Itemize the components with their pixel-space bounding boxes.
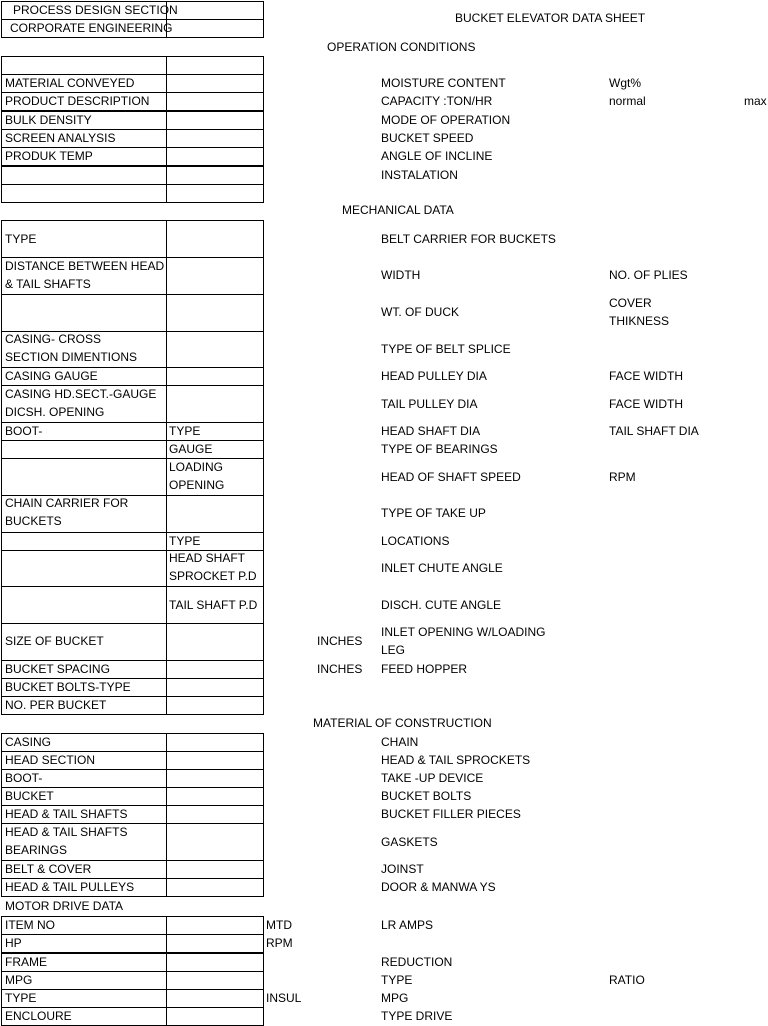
- moc-belt-cover-label: BELT & COVER: [5, 862, 92, 876]
- operation-row-label: PRODUCT DESCRIPTION: [5, 94, 150, 108]
- table-cell: [166, 220, 264, 258]
- motor-row-label: HP: [5, 936, 22, 950]
- table-cell: [166, 823, 264, 861]
- table-cell: [166, 953, 264, 972]
- mech-boot-type-label: TYPE: [169, 424, 201, 438]
- table-cell: [166, 971, 264, 990]
- moc-door-manways-label: DOOR & MANWA YS: [381, 880, 496, 894]
- moc-filler-pieces-label: BUCKET FILLER PIECES: [381, 807, 521, 821]
- mech-disch-chute-label: DISCH. CUTE ANGLE: [381, 598, 502, 612]
- table-cell: [1, 934, 167, 953]
- motor-row-label: ITEM NO: [5, 918, 55, 932]
- table-cell: [166, 751, 264, 770]
- motor-row-label: ENCLOURE: [5, 1009, 72, 1023]
- section-heading-construction: MATERIAL OF CONSTRUCTION: [313, 716, 492, 730]
- mech-casing-gauge-label: CASING GAUGE: [5, 369, 98, 383]
- table-cell: [166, 733, 264, 752]
- table-cell: [166, 934, 264, 953]
- mech-feed-hopper-label: FEED HOPPER: [381, 662, 468, 676]
- mech-wt-duck-label: WT. OF DUCK: [381, 305, 459, 319]
- table-cell: [166, 147, 264, 166]
- mech-loading-opening-label: LOADING OPENING: [169, 460, 225, 492]
- table-cell: [166, 385, 264, 423]
- table-cell: [166, 660, 264, 679]
- mech-belt-splice-label: TYPE OF BELT SPLICE: [381, 342, 511, 356]
- table-cell: [166, 129, 264, 148]
- table-cell: [1, 56, 167, 75]
- mech-no-per-bucket-label: NO. PER BUCKET: [5, 698, 107, 712]
- mech-distance-label: DISTANCE BETWEEN HEAD & TAIL SHAFTS: [5, 259, 165, 291]
- mech-shaft-speed-label: HEAD OF SHAFT SPEED: [381, 470, 521, 484]
- mech-head-sprocket-label: HEAD SHAFT SPROCKET P.D: [169, 551, 257, 583]
- table-cell: [166, 257, 264, 295]
- mech-inches-label: INCHES: [317, 662, 363, 676]
- mech-bucket-bolts-label: BUCKET BOLTS-TYPE: [5, 680, 131, 694]
- operation-right-label: MODE OF OPERATION: [381, 113, 511, 127]
- mech-head-pulley-label: HEAD PULLEY DIA: [381, 369, 487, 383]
- mech-inlet-opening-label: INLET OPENING W/LOADING LEG: [381, 625, 546, 657]
- mech-tail-pulley-label: TAIL PULLEY DIA: [381, 397, 478, 411]
- mech-face-width-label: FACE WIDTH: [609, 397, 683, 411]
- table-cell: [166, 769, 264, 788]
- moc-head-section-label: HEAD SECTION: [5, 753, 96, 767]
- sheet-title: BUCKET ELEVATOR DATA SHEET: [455, 11, 646, 25]
- mech-cover-thickness-label: COVER THIKNESS: [609, 296, 670, 328]
- mech-width-label: WIDTH: [381, 268, 421, 282]
- operation-capacity-max: max: [744, 94, 767, 108]
- table-cell: [166, 92, 264, 111]
- motor-mpg-right-label: MPG: [381, 991, 409, 1005]
- mech-inlet-chute-label: INLET CHUTE ANGLE: [381, 561, 503, 575]
- mech-tail-sprocket-label: TAIL SHAFT P.D: [169, 598, 258, 612]
- moc-gaskets-label: GASKETS: [381, 835, 438, 849]
- table-cell: [166, 367, 264, 386]
- moc-bucket-label: BUCKET: [5, 789, 54, 803]
- mech-chain-type-label: TYPE: [169, 534, 201, 548]
- table-cell: [166, 184, 264, 203]
- operation-row-label: SCREEN ANALYSIS: [5, 131, 116, 145]
- table-cell: [166, 916, 264, 935]
- motor-insul-label: INSUL: [266, 991, 302, 1005]
- operation-row-label: BULK DENSITY: [5, 113, 92, 127]
- moc-pulleys-label: HEAD & TAIL PULLEYS: [5, 880, 135, 894]
- org-department-name: CORPORATE ENGINEERING: [10, 21, 173, 35]
- operation-moisture-unit: Wgt%: [609, 76, 642, 90]
- table-cell: [166, 623, 264, 661]
- motor-ratio-label: RATIO: [609, 973, 645, 987]
- mech-size-of-bucket-label: SIZE OF BUCKET: [5, 634, 104, 648]
- operation-row-label: MATERIAL CONVEYED: [5, 76, 135, 90]
- header-value-cell: [166, 1, 264, 20]
- table-cell: [166, 1007, 264, 1026]
- table-cell: [166, 331, 264, 368]
- operation-row-label: PRODUK TEMP: [5, 149, 93, 163]
- mech-locations-label: LOCATIONS: [381, 534, 450, 548]
- table-cell: [1, 166, 167, 185]
- section-heading-operation: OPERATION CONDITIONS: [327, 40, 476, 54]
- motor-mtd-label: MTD: [266, 918, 292, 932]
- table-cell: [166, 111, 264, 130]
- motor-lr-amps-label: LR AMPS: [381, 918, 434, 932]
- mech-head-shaft-dia-label: HEAD SHAFT DIA: [381, 424, 481, 438]
- table-cell: [166, 860, 264, 879]
- moc-chain-label: CHAIN: [381, 735, 419, 749]
- mech-plies-label: NO. OF PLIES: [609, 268, 688, 282]
- mech-take-up-label: TYPE OF TAKE UP: [381, 506, 486, 520]
- mech-chain-carrier-label: CHAIN CARRIER FOR BUCKETS: [5, 496, 129, 528]
- moc-bucket-bolts-label: BUCKET BOLTS: [381, 789, 472, 803]
- header-value-cell: [166, 19, 264, 38]
- operation-right-label: MOISTURE CONTENT: [381, 76, 506, 90]
- table-cell: [166, 294, 264, 332]
- section-heading-mechanical: MECHANICAL DATA: [342, 203, 454, 217]
- table-cell: [166, 166, 264, 185]
- motor-type-right-label: TYPE: [381, 973, 413, 987]
- mech-rpm-label: RPM: [609, 470, 636, 484]
- table-cell: [166, 787, 264, 806]
- motor-type-drive-label: TYPE DRIVE: [381, 1009, 453, 1023]
- motor-row-label: MPG: [5, 973, 33, 987]
- table-cell: [1, 294, 167, 332]
- mech-inches-label: INCHES: [317, 634, 363, 648]
- table-cell: [166, 495, 264, 533]
- moc-sprockets-label: HEAD & TAIL SPROCKETS: [381, 753, 531, 767]
- moc-casing-label: CASING: [5, 735, 52, 749]
- operation-right-label: BUCKET SPEED: [381, 131, 474, 145]
- moc-take-up-label: TAKE -UP DEVICE: [381, 771, 484, 785]
- mech-bearings-label: TYPE OF BEARINGS: [381, 442, 498, 456]
- mech-gauge-label: GAUGE: [169, 442, 213, 456]
- org-section-name: PROCESS DESIGN SECTION: [13, 3, 178, 17]
- operation-capacity-normal: normal: [609, 94, 646, 108]
- table-cell: [166, 805, 264, 824]
- section-heading-motor: MOTOR DRIVE DATA: [5, 899, 124, 913]
- motor-rpm-label: RPM: [266, 936, 293, 950]
- mech-casing-hd-label: CASING HD.SECT.-GAUGE DICSH. OPENING: [5, 387, 157, 419]
- mech-bucket-spacing-label: BUCKET SPACING: [5, 662, 110, 676]
- table-cell: [1, 532, 167, 551]
- motor-row-label: TYPE: [5, 991, 37, 1005]
- motor-reduction-label: REDUCTION: [381, 955, 453, 969]
- table-cell: [1, 440, 167, 459]
- table-cell: [166, 74, 264, 93]
- table-cell: [166, 678, 264, 697]
- mech-casing-cross-label: CASING- CROSS SECTION DIMENTIONS: [5, 332, 138, 364]
- mech-belt-carrier-label: BELT CARRIER FOR BUCKETS: [381, 232, 556, 246]
- table-cell: [1, 586, 167, 624]
- table-cell: [166, 696, 264, 715]
- operation-right-label: ANGLE OF INCLINE: [381, 149, 493, 163]
- operation-right-label: INSTALATION: [381, 168, 458, 182]
- mech-tail-shaft-dia-label: TAIL SHAFT DIA: [609, 424, 699, 438]
- moc-shafts-label: HEAD & TAIL SHAFTS: [5, 807, 128, 821]
- table-cell: [166, 56, 264, 75]
- table-cell: [166, 878, 264, 897]
- table-cell: [1, 184, 167, 203]
- moc-joinst-label: JOINST: [381, 862, 424, 876]
- mech-boot-label: BOOT-: [5, 424, 43, 438]
- table-cell: [1, 458, 167, 496]
- table-cell: [166, 989, 264, 1008]
- mech-type-label: TYPE: [5, 232, 37, 246]
- mech-face-width-label: FACE WIDTH: [609, 369, 683, 383]
- moc-shaft-bearings-label: HEAD & TAIL SHAFTS BEARINGS: [5, 825, 128, 857]
- motor-row-label: FRAME: [5, 955, 47, 969]
- table-cell: [1, 550, 167, 587]
- operation-right-label: CAPACITY :TON/HR: [381, 94, 493, 108]
- moc-boot-label: BOOT-: [5, 771, 43, 785]
